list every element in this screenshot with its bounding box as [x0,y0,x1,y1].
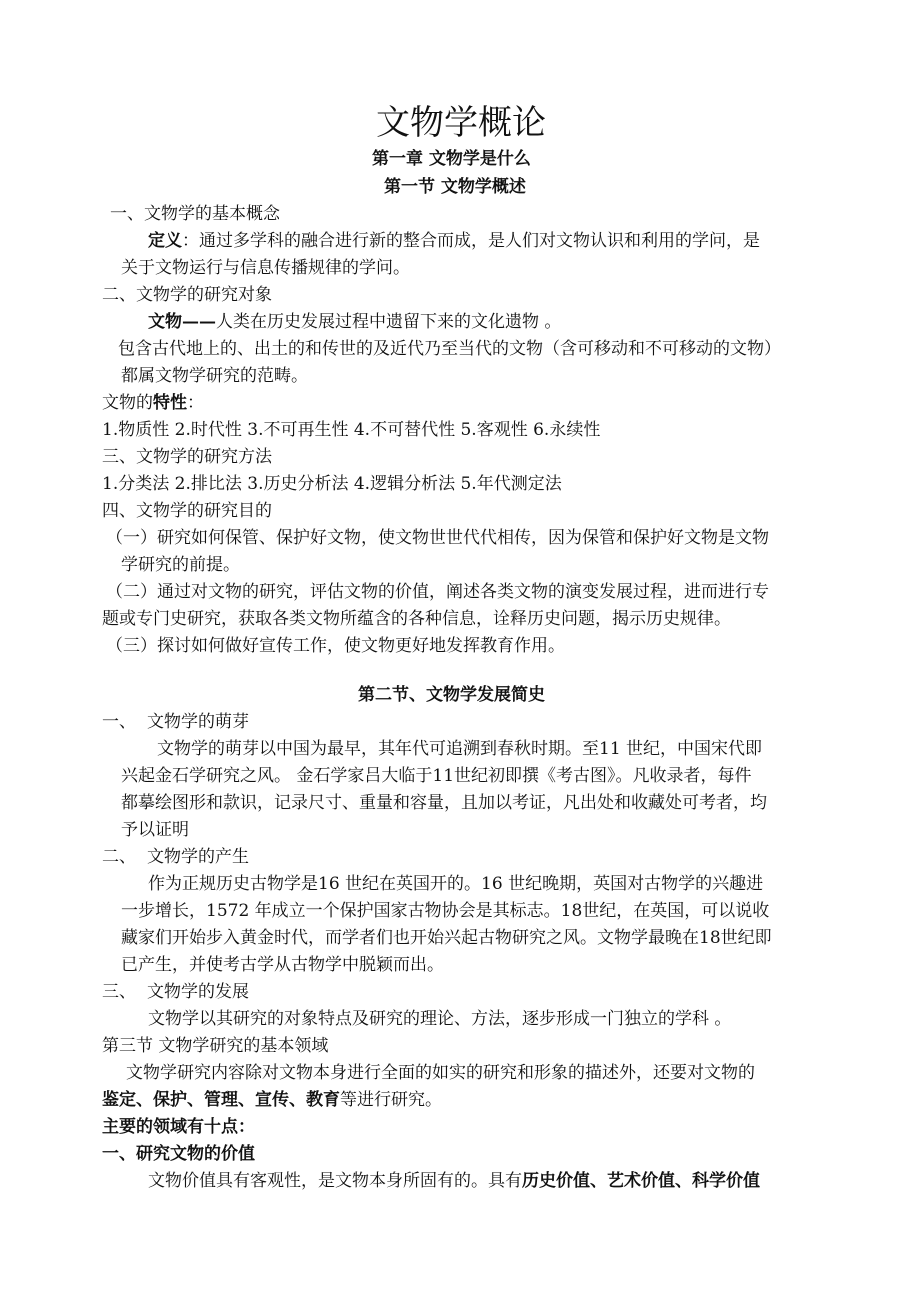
section-3-heading: 第三节 文物学研究的基本领域 [102,1036,329,1056]
heading-emergence: 文物学的产生 [147,847,249,867]
object-text: 人类在历史发展过程中遗留下来的文化遗物 。 [216,312,562,332]
keyword-separator: 、 [187,1090,204,1110]
emergence-line-1: 作为正规历史古物学是16 世纪在英国开的。16 世纪晚期，英国对古物学的兴趣进 [148,874,764,894]
value-text [148,1170,760,1192]
scope-line-2: 都属文物学研究的范畴。 [121,366,308,386]
keyword-separator: 、 [289,1090,306,1110]
section-3-intro: 文物学研究内容除对文物本身进行全面的如实的研究和形象的描述外，还要对文物的 [126,1063,755,1083]
purpose-1-line-2: 学研究的前提。 [121,555,240,575]
keyword-management: 管理 [204,1090,238,1110]
keyword-separator: 、 [136,1090,153,1110]
characteristics-prefix: 文物的 [102,393,153,413]
keyword-appraisal: 鉴定 [102,1090,136,1110]
characteristics-suffix: ： [187,393,204,413]
method-list: 1.分类法 2.排比法 3.历史分析法 4.逻辑分析法 5.年代测定法 [102,474,562,494]
definition-label: 定义 [148,231,182,251]
section-2-heading: 第二节、文物学发展简史 [358,685,545,705]
purpose-3: （三）探讨如何做好宣传工作，使文物更好地发挥教育作用。 [106,636,565,656]
chapter-heading: 第一章 文物学是什么 [372,149,531,169]
heading-emergence-number: 二、 [102,847,136,867]
emergence-line-2: 一步增长，1572 年成立一个保护国家古物协会是其标志。18世纪，在英国，可以说收 [121,901,770,921]
heading-origin: 文物学的萌芽 [147,712,249,732]
document-title: 文物学概论 [376,103,546,143]
value-prefix: 文物价值具有客观性，是文物本身所固有的。具有 [148,1171,522,1191]
origin-line-4: 予以证明 [121,820,189,840]
section-1-heading: 第一节 文物学概述 [384,177,526,197]
heading-origin-number: 一、 [102,712,136,732]
heading-development-number: 三、 [102,982,136,1002]
main-areas-heading: 主要的领域有十点： [102,1117,255,1137]
heading-research-method: 三、文物学的研究方法 [102,447,272,467]
scope-line-1: 包含古代地上的、出土的和传世的及近代乃至当代的文物（含可移动和不可移动的文物） [118,339,781,359]
keyword-education: 教育 [306,1090,340,1110]
definition-line-2: 关于文物运行与信息传播规律的学问。 [121,258,410,278]
origin-line-1: 文物学的萌芽以中国为最早，其年代可追溯到春秋时期。至11 世纪，中国宋代即 [157,739,763,759]
characteristics-list: 1.物质性 2.时代性 3.不可再生性 4.不可替代性 5.客观性 6.永续性 [102,420,601,440]
keyword-publicity: 宣传 [255,1090,289,1110]
value-types: 历史价值、艺术价值、科学价值 [522,1171,760,1191]
section-3-keywords [102,1089,442,1111]
purpose-2-line-1: （二）通过对文物的研究，评估文物的价值，阐述各类文物的演变发展过程，进而进行专 [106,582,769,602]
heading-research-object: 二、文物学的研究对象 [102,285,272,305]
emergence-line-3: 藏家们开始步入黄金时代，而学者们也开始兴起古物研究之风。文物学最晚在18世纪即 [121,928,772,948]
purpose-2-line-2: 题或专门史研究，获取各类文物所蕴含的各种信息，诠释历史问题，揭示历史规律。 [102,609,731,629]
development-text: 文物学以其研究的对象特点及研究的理论、方法，逐步形成一门独立的学科 。 [148,1009,732,1029]
keyword-separator: 、 [238,1090,255,1110]
purpose-1-line-1: （一）研究如何保管、保护好文物，使文物世世代代相传，因为保管和保护好文物是文物 [106,528,769,548]
characteristics-heading [102,392,204,414]
area-1-heading: 一、研究文物的价值 [102,1144,255,1164]
emergence-line-4: 已产生，并使考古学从古物学中脱颖而出。 [121,955,444,975]
object-term: 文物—— [148,312,216,332]
heading-development: 文物学的发展 [147,982,249,1002]
origin-line-2: 兴起金石学研究之风。 金石学家吕大临于11世纪初即撰《考古图》。凡收录者，每件 [121,766,752,786]
heading-research-purpose: 四、文物学的研究目的 [102,501,272,521]
object-definition [148,311,561,333]
keywords-tail: 等进行研究。 [340,1090,442,1110]
origin-line-3: 都摹绘图形和款识，记录尺寸、重量和容量，且加以考证，凡出处和收藏处可考者，均 [121,793,767,813]
keyword-protection: 保护 [153,1090,187,1110]
heading-basic-concept: 一、文物学的基本概念 [110,204,280,224]
definition-text: ：通过多学科的融合进行新的整合而成，是人们对文物认识和利用的学问，是 [182,231,760,251]
definition-line-1 [148,230,760,252]
characteristics-bold: 特性 [153,393,187,413]
